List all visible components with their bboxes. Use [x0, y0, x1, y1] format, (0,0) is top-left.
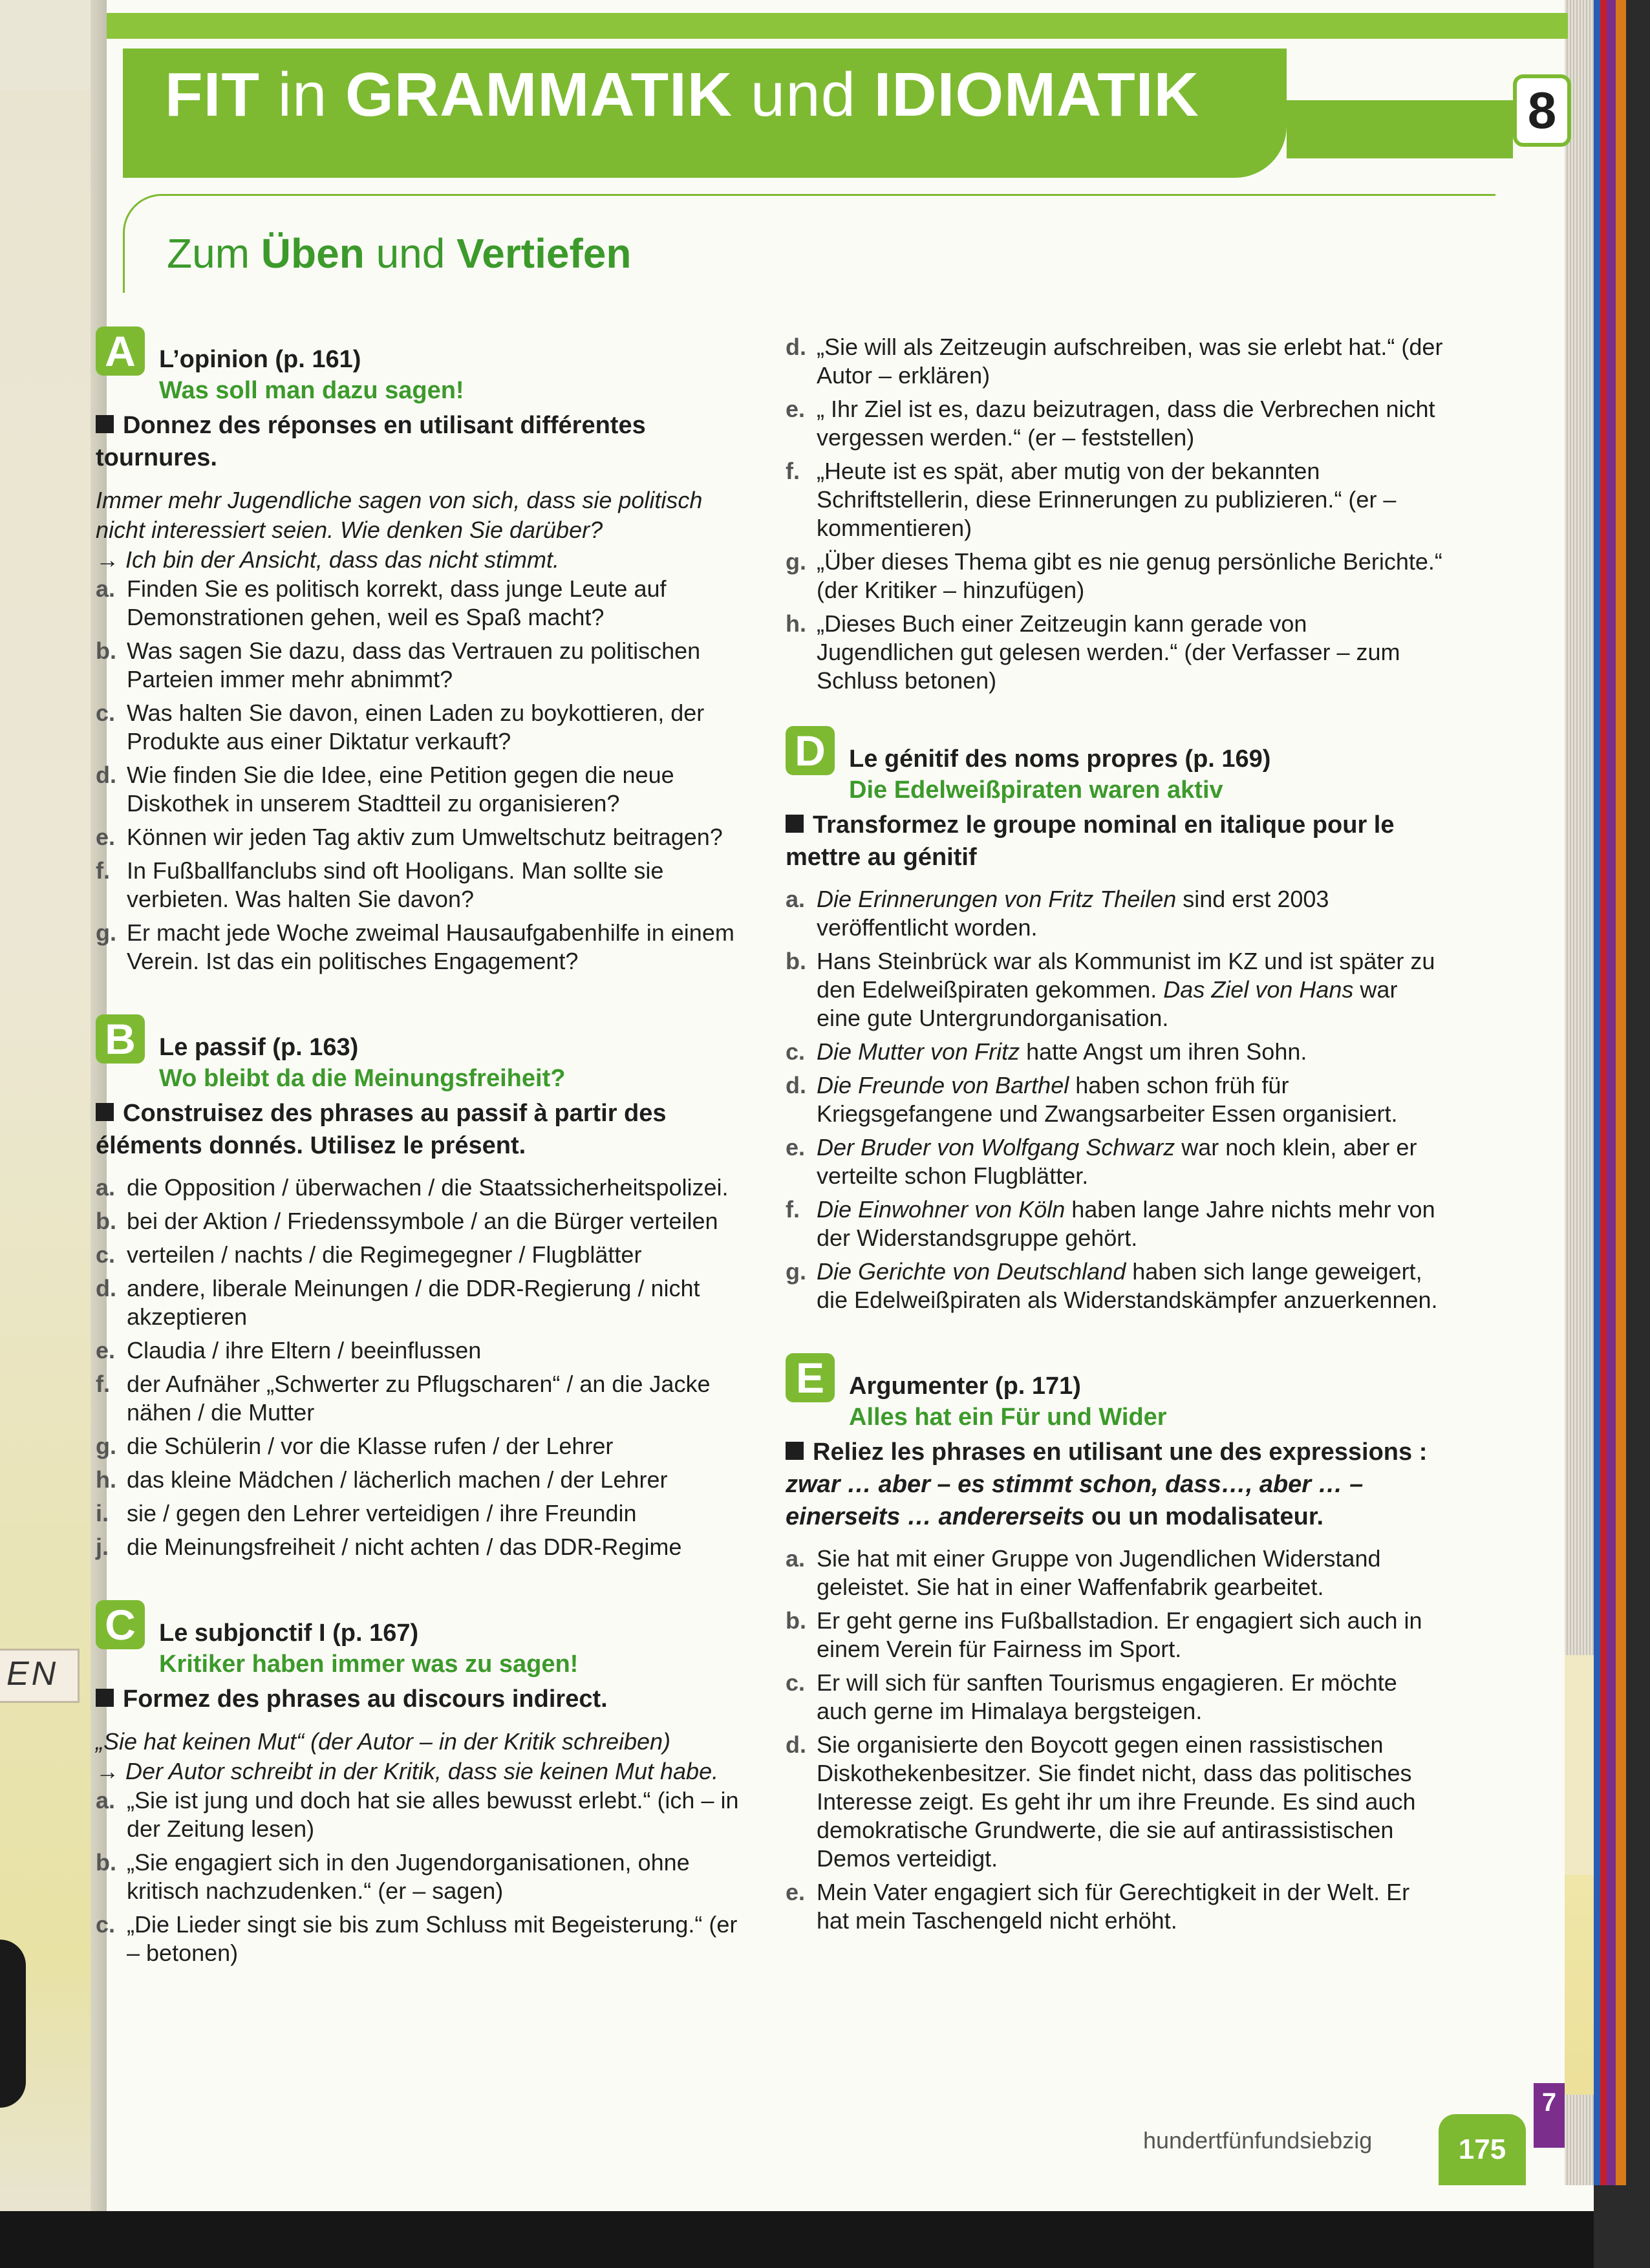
list-item — [786, 333, 1445, 390]
item-text: „Sie engagiert sich in den Jugendorganisationen, ohne kritisch nachzudenken.“ (er – sagen) — [127, 1849, 690, 1904]
list-item — [96, 1241, 755, 1269]
exercise-items — [96, 1173, 755, 1561]
top-green-strip — [107, 13, 1568, 39]
item-label: f. — [786, 1196, 800, 1223]
exercise-instruction — [786, 1436, 1445, 1533]
item-label: b. — [96, 1208, 116, 1234]
heading-word: Vertiefen — [456, 230, 632, 277]
list-item — [786, 548, 1445, 604]
list-item — [96, 1370, 755, 1427]
list-item — [786, 947, 1445, 1032]
item-label: a. — [96, 1787, 116, 1813]
example-question: „Sie hat keinen Mut“ (der Autor – in der Kritik schreiben) — [96, 1728, 671, 1755]
exercise-badge: D — [786, 726, 835, 775]
exercise-title: Argumenter (p. 171) — [849, 1373, 1081, 1400]
item-label: c. — [96, 700, 116, 726]
exercise-subtitle: Kritiker haben immer was zu sagen! — [159, 1651, 579, 1678]
exercise-instruction — [96, 1097, 755, 1162]
exercise-items — [786, 333, 1445, 695]
item-label: g. — [786, 548, 806, 575]
item-label: b. — [786, 1607, 806, 1634]
exercise-title: L’opinion (p. 161) — [159, 346, 361, 373]
item-label: g. — [786, 1258, 806, 1285]
list-item — [786, 885, 1445, 942]
item-label: b. — [786, 948, 806, 974]
item-italic: Die Freunde von Barthel — [817, 1072, 1069, 1098]
item-italic: Die Mutter von Fritz — [817, 1038, 1020, 1065]
list-item — [96, 575, 755, 632]
item-text: „Sie will als Zeitzeugin aufschreiben, was sie erlebt hat.“ (der Autor – erklären) — [817, 334, 1443, 389]
exercise-header — [96, 326, 755, 404]
item-text: Mein Vater engagiert sich für Gerechtigkeit in der Welt. Er hat mein Taschengeld nicht erhöht. — [817, 1879, 1410, 1934]
item-text: war noch klein, aber er verteilte schon Flugblätter. — [817, 1134, 1417, 1189]
item-label: a. — [96, 575, 116, 602]
list-item — [96, 1173, 755, 1202]
item-label: f. — [96, 1371, 110, 1397]
item-label: d. — [786, 1731, 806, 1758]
item-italic: Die Einwohner von Köln — [817, 1196, 1066, 1223]
list-item — [786, 1607, 1445, 1664]
exercise-instruction — [96, 409, 755, 474]
heading-word: und — [376, 230, 445, 277]
list-item — [96, 1274, 755, 1331]
left-side-tab-text: EN — [6, 1655, 59, 1693]
section-heading — [167, 230, 631, 277]
item-text: Was sagen Sie dazu, dass das Vertrauen zu politischen Parteien immer mehr abnimmt? — [127, 637, 701, 692]
item-label: f. — [96, 857, 110, 884]
exercise-header — [96, 1600, 755, 1678]
exercise-header — [786, 726, 1445, 804]
item-label: g. — [96, 919, 116, 946]
item-text: „Die Lieder singt sie bis zum Schluss mit Begeisterung.“ (er – betonen) — [127, 1911, 738, 1966]
exercise-subtitle: Wo bleibt da die Meinungsfreiheit? — [159, 1065, 566, 1092]
item-label: e. — [786, 1134, 806, 1161]
exercise-items — [786, 885, 1445, 1314]
page-number-words: hundertfünfundsiebzig — [1143, 2127, 1373, 2154]
title-word: und — [750, 60, 856, 129]
exercise-items — [96, 575, 755, 976]
list-item — [96, 1336, 755, 1365]
list-item — [96, 1786, 755, 1843]
exercise-badge: E — [786, 1353, 835, 1402]
item-text: Hans Steinbrück war als Kommunist im KZ und ist später zu den Edelweißpiraten gekommen. — [817, 948, 1435, 1003]
item-label: d. — [786, 1072, 806, 1098]
item-label: g. — [96, 1433, 116, 1459]
item-label: h. — [96, 1466, 116, 1493]
item-text: sie / gegen den Lehrer verteidigen / ihre Freundin — [127, 1500, 637, 1526]
item-label: e. — [96, 1337, 116, 1364]
item-text: „Heute ist es spät, aber mutig von der bekannten Schriftstellerin, diese Erinnerungen zu publizieren.“ (er – kommentieren) — [817, 458, 1397, 541]
exercise-header — [96, 1014, 755, 1092]
left-side-tab — [0, 1649, 80, 1703]
item-text: hatte Angst um ihren Sohn. — [1020, 1038, 1307, 1065]
list-item — [786, 457, 1445, 542]
exercise-items — [96, 1786, 755, 1967]
item-text: „Sie ist jung und doch hat sie alles bewusst erlebt.“ (ich – in der Zeitung lesen) — [127, 1787, 739, 1842]
item-italic: Der Bruder von Wolfgang Schwarz — [817, 1134, 1175, 1161]
item-text: „Über dieses Thema gibt es nie genug persönliche Berichte.“ (der Kritiker – hinzufügen) — [817, 548, 1442, 603]
right-column — [786, 333, 1445, 1974]
list-item — [96, 1499, 755, 1528]
exercise-badge: B — [96, 1014, 145, 1064]
heading-word: Üben — [261, 230, 365, 277]
title-word: in — [277, 60, 328, 129]
instruction-text: Formez des phrases au discours indirect. — [123, 1685, 608, 1713]
item-text: Er will sich für sanften Tourismus engagieren. Er möchte auch gerne im Himalaya bergsteigen. — [817, 1669, 1397, 1724]
item-text: der Aufnäher „Schwerter zu Pflugscharen“ / an die Jacke nähen / die Mutter — [127, 1371, 711, 1426]
exercise-e — [786, 1353, 1445, 1935]
instruction-text: Construisez des phrases au passif à partir des éléments donnés. Utilisez le présent. — [96, 1100, 667, 1159]
exercise-b — [96, 1014, 755, 1561]
item-text: die Meinungsfreiheit / nicht achten / das DDR-Regime — [127, 1534, 682, 1560]
list-item — [786, 1071, 1445, 1128]
exercise-a — [96, 326, 755, 976]
example-answer: → Ich bin der Ansicht, dass das nicht stimmt. — [96, 546, 559, 573]
item-text: haben schon früh für Kriegsgefangene und Zwangsarbeiter Essen organisiert. — [817, 1072, 1398, 1127]
item-text: Sie organisierte den Boycott gegen einen rassistischen Diskothekenbesitzer. Sie findet nicht, dass das politisches Interesse zeigt. Es geht ihr um ihre Freunde. Es sind auch demokratische Grundwerte, die sie auf antirassistischen Demos verteidigt. — [817, 1731, 1416, 1872]
item-label: e. — [786, 396, 806, 422]
item-text: „ Ihr Ziel ist es, dazu beizutragen, dass die Verbrechen nicht vergessen werden.“ (er – feststellen) — [817, 396, 1435, 451]
left-page-tint — [0, 91, 97, 2211]
exercise-subtitle: Was soll man dazu sagen! — [159, 377, 464, 404]
title-word: IDIOMATIK — [873, 60, 1199, 129]
item-label: a. — [786, 886, 806, 912]
list-item — [786, 1669, 1445, 1726]
item-text: Er geht gerne ins Fußballstadion. Er engagiert sich auch in einem Verein für Fairness im Sport. — [817, 1607, 1422, 1662]
item-text: Claudia / ihre Eltern / beeinflussen — [127, 1337, 482, 1364]
list-item — [786, 1731, 1445, 1873]
list-item — [96, 1533, 755, 1561]
item-italic: Die Gerichte von Deutschland — [817, 1258, 1126, 1285]
list-item — [96, 1432, 755, 1460]
instruction-text: Reliez les phrases en utilisant une des expressions : — [813, 1439, 1428, 1466]
item-text: die Schülerin / vor die Klasse rufen / der Lehrer — [127, 1433, 614, 1459]
item-label: d. — [96, 1275, 116, 1301]
exercise-subtitle: Die Edelweißpiraten waren aktiv — [849, 776, 1223, 804]
item-text: Finden Sie es politisch korrekt, dass junge Leute auf Demonstrationen gehen, weil es Spaß macht? — [127, 575, 667, 630]
item-text: „Dieses Buch einer Zeitzeugin kann gerade von Jugendlichen gut gelesen werden.“ (der Verfasser – zum Schluss betonen) — [817, 610, 1400, 694]
item-label: f. — [786, 458, 800, 484]
list-item — [96, 1848, 755, 1905]
chapter-number-badge: 8 — [1513, 74, 1571, 147]
square-bullet-icon — [96, 415, 114, 433]
exercise-badge: A — [96, 326, 145, 376]
exercise-c-continued — [786, 333, 1445, 695]
item-text: haben sich lange geweigert, die Edelweißpiraten als Widerstandskämpfer anzuerkennen. — [817, 1258, 1438, 1313]
item-text: Er macht jede Woche zweimal Hausaufgabenhilfe in einem Verein. Ist das ein politisches Engagement? — [127, 919, 734, 974]
list-item — [786, 610, 1445, 695]
item-italic: Die Erinnerungen von Fritz Theilen — [817, 886, 1177, 912]
list-item — [786, 395, 1445, 452]
exercise-badge: C — [96, 1600, 145, 1649]
exercise-instruction — [96, 1683, 755, 1715]
title-word: GRAMMATIK — [345, 60, 733, 129]
list-item — [786, 1038, 1445, 1066]
item-label: a. — [96, 1174, 116, 1201]
item-label: i. — [96, 1500, 109, 1526]
item-label: e. — [96, 824, 116, 850]
square-bullet-icon — [786, 1442, 804, 1460]
square-bullet-icon — [786, 815, 804, 833]
title-word: FIT — [165, 60, 260, 129]
instruction-expressions: zwar … aber – es stimmt schon, dass…, aber … – einerseits … andererseits — [786, 1471, 1364, 1530]
item-text: das kleine Mädchen / lächerlich machen / der Lehrer — [127, 1466, 668, 1493]
item-label: c. — [96, 1241, 116, 1268]
list-item — [96, 1466, 755, 1494]
item-text: Was halten Sie davon, einen Laden zu boykottieren, der Produkte aus einer Diktatur verkauft? — [127, 700, 705, 754]
list-item — [786, 1195, 1445, 1252]
example-answer: → Der Autor schreibt in der Kritik, dass sie keinen Mut habe. — [96, 1758, 719, 1784]
list-item — [96, 823, 755, 851]
item-text: die Opposition / überwachen / die Staatssicherheitspolizei. — [127, 1174, 729, 1201]
exercise-title: Le génitif des noms propres (p. 169) — [849, 745, 1271, 773]
item-label: c. — [96, 1911, 116, 1938]
example-question: Immer mehr Jugendliche sagen von sich, dass sie politisch nicht interessiert seien. Wie denken Sie darüber? — [96, 487, 703, 543]
chapter-color-tabs — [1594, 0, 1626, 2185]
item-label: a. — [786, 1545, 806, 1572]
item-text: Sie hat mit einer Gruppe von Jugendlichen Widerstand geleistet. Sie hat in einer Waffenfabrik gearbeitet. — [817, 1545, 1381, 1600]
list-item — [96, 761, 755, 818]
exercise-c — [96, 1600, 755, 1967]
page-edge-color-band — [1565, 1655, 1594, 2095]
item-text: verteilen / nachts / die Regimegegner / Flugblätter — [127, 1241, 642, 1268]
item-text: sind erst 2003 veröffentlicht worden. — [817, 886, 1329, 941]
left-page-illustration — [0, 1940, 26, 2108]
list-item — [786, 1545, 1445, 1601]
item-label: d. — [786, 334, 806, 360]
list-item — [786, 1878, 1445, 1935]
item-text: Wie finden Sie die Idee, eine Petition gegen die neue Diskothek in unserem Stadtteil zu organisieren? — [127, 762, 674, 817]
item-label: h. — [786, 610, 806, 637]
list-item — [96, 637, 755, 694]
banner-extension — [1287, 100, 1513, 158]
item-text: andere, liberale Meinungen / die DDR-Regierung / nicht akzeptieren — [127, 1275, 700, 1330]
list-item — [96, 857, 755, 914]
exercise-instruction — [786, 809, 1445, 873]
list-item — [786, 1257, 1445, 1314]
heading-word: Zum — [167, 230, 250, 277]
item-text: haben lange Jahre nichts mehr von der Widerstandsgruppe gehört. — [817, 1196, 1435, 1251]
item-label: e. — [786, 1879, 806, 1905]
list-item — [96, 1207, 755, 1236]
item-text: Können wir jeden Tag aktiv zum Umweltschutz beitragen? — [127, 824, 723, 850]
bottom-scan-edge — [0, 2211, 1594, 2268]
left-column — [96, 326, 755, 2006]
item-text: bei der Aktion / Friedenssymbole / an die Bürger verteilen — [127, 1208, 718, 1234]
item-text: In Fußballfanclubs sind oft Hooligans. Man sollte sie verbieten. Was halten Sie davon? — [127, 857, 664, 912]
exercise-title: Le subjonctif I (p. 167) — [159, 1620, 419, 1647]
square-bullet-icon — [96, 1103, 114, 1121]
item-italic: Das Ziel von Hans — [1163, 976, 1354, 1003]
page-corner-digit: 7 — [1534, 2083, 1565, 2148]
instruction-text: Transformez le groupe nominal en italique pour le mettre au génitif — [786, 811, 1395, 871]
instruction-text: Donnez des réponses en utilisant différentes tournures. — [96, 412, 646, 471]
exercise-d — [786, 726, 1445, 1314]
list-item — [96, 919, 755, 976]
item-label: b. — [96, 1849, 116, 1876]
item-label: d. — [96, 762, 116, 788]
page-number-badge: 175 — [1439, 2114, 1526, 2185]
list-item — [786, 1133, 1445, 1190]
exercise-subtitle: Alles hat ein Für und Wider — [849, 1404, 1167, 1431]
item-label: c. — [786, 1038, 806, 1065]
exercise-header — [786, 1353, 1445, 1431]
item-label: c. — [786, 1669, 806, 1696]
item-label: j. — [96, 1534, 109, 1560]
square-bullet-icon — [96, 1689, 114, 1707]
instruction-text: ou un modalisateur. — [1084, 1503, 1324, 1530]
list-item — [96, 1910, 755, 1967]
item-text: war eine gute Untergrundorganisation. — [817, 976, 1398, 1031]
list-item — [96, 699, 755, 756]
item-label: b. — [96, 637, 116, 664]
page-title — [165, 59, 1199, 131]
exercise-title: Le passif (p. 163) — [159, 1034, 359, 1061]
exercise-items — [786, 1545, 1445, 1935]
